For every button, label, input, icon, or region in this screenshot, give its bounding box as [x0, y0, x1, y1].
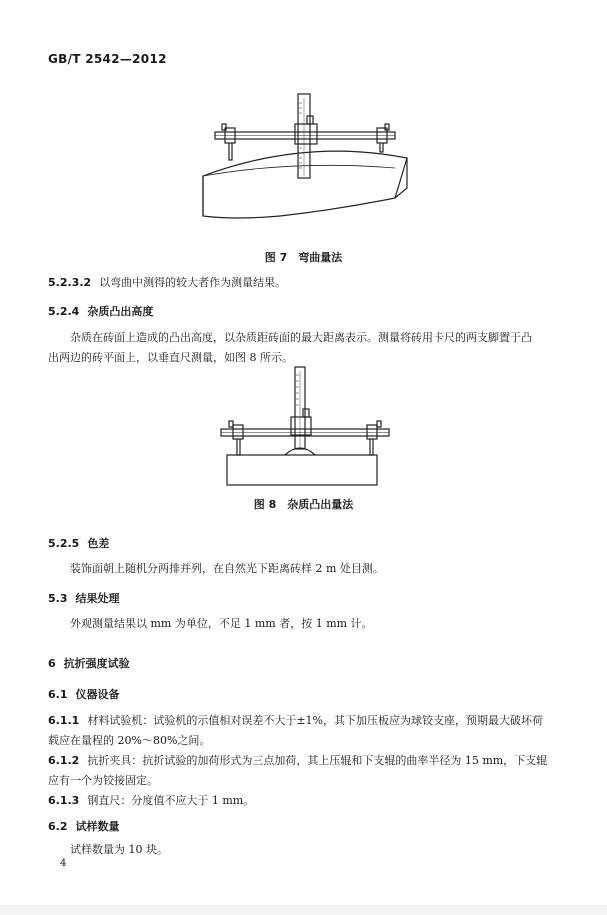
paragraph-line: 载应在量程的 20%～80%之间。	[48, 734, 211, 747]
section-number: 6.1.3	[48, 794, 80, 807]
section-number: 5.3	[48, 592, 68, 605]
paragraph-line: 应有一个为铰接固定。	[48, 774, 158, 787]
section-number: 6.1.1	[48, 714, 80, 727]
paragraph-line: 抗折夹具：抗折试验的加荷形式为三点加荷，其上压辊和下支辊的曲率半径为 15 mm，下支辊	[87, 754, 548, 767]
section-title: 抗折强度试验	[63, 657, 130, 670]
section-6-heading	[48, 655, 130, 671]
paragraph-line: 出两边的砖平面上，以垂直尺测量，如图 8 所示。	[48, 351, 293, 364]
figure-8-caption: 图 8 杂质凸出量法	[253, 498, 354, 511]
paragraph-6-2: 试样数量为 10 块。	[70, 843, 168, 856]
page-bottom-edge	[0, 905, 607, 915]
section-number: 6.1	[48, 688, 68, 701]
section-text: 以弯曲中测得的较大者作为测量结果。	[99, 276, 287, 289]
section-5-2-3-2	[48, 274, 286, 290]
paragraph-5-3: 外观测量结果以 mm 为单位，不足 1 mm 者，按 1 mm 计。	[70, 617, 373, 630]
section-number: 5.2.5	[48, 537, 80, 550]
figure-8-impurity-protrusion	[215, 365, 395, 487]
section-5-3-heading	[48, 590, 120, 606]
section-title: 仪器设备	[75, 688, 120, 701]
page-number: 4	[60, 858, 67, 869]
section-number: 6	[48, 657, 56, 670]
paragraph-5-2-5: 装饰面朝上随机分两排并列，在自然光下距离砖样 2 m 处目测。	[70, 562, 384, 575]
figure-7-bending-measurement	[195, 88, 420, 233]
paragraph-5-2-4	[48, 328, 566, 368]
paragraph-line: 钢直尺：分度值不应大于 1 mm。	[87, 794, 255, 807]
paragraph-line: 材料试验机：试验机的示值相对误差不大于±1%，其下加压板应为球铰支座，预期最大破坏荷	[87, 714, 543, 727]
paragraph-line: 杂质在砖面上造成的凸出高度，以杂质距砖面的最大距离表示。测量将砖用卡尺的两支脚置于凸	[70, 331, 532, 344]
standard-header: GB/T 2542—2012	[48, 52, 167, 66]
section-number: 6.1.2	[48, 754, 80, 767]
section-6-1-1	[48, 711, 566, 751]
section-5-2-4-heading	[48, 303, 153, 319]
section-number: 6.2	[48, 820, 68, 833]
figure-7-caption: 图 7 弯曲量法	[264, 251, 343, 264]
section-number: 5.2.4	[48, 305, 80, 318]
section-title: 结果处理	[75, 592, 120, 605]
section-6-1-3	[48, 791, 566, 811]
section-6-2-heading	[48, 818, 120, 834]
section-title: 色差	[87, 537, 110, 550]
section-6-1-2	[48, 751, 566, 791]
section-6-1-heading	[48, 686, 120, 702]
section-number: 5.2.3.2	[48, 276, 92, 289]
section-title: 杂质凸出高度	[87, 305, 154, 318]
section-5-2-5-heading	[48, 535, 109, 551]
section-title: 试样数量	[75, 820, 120, 833]
